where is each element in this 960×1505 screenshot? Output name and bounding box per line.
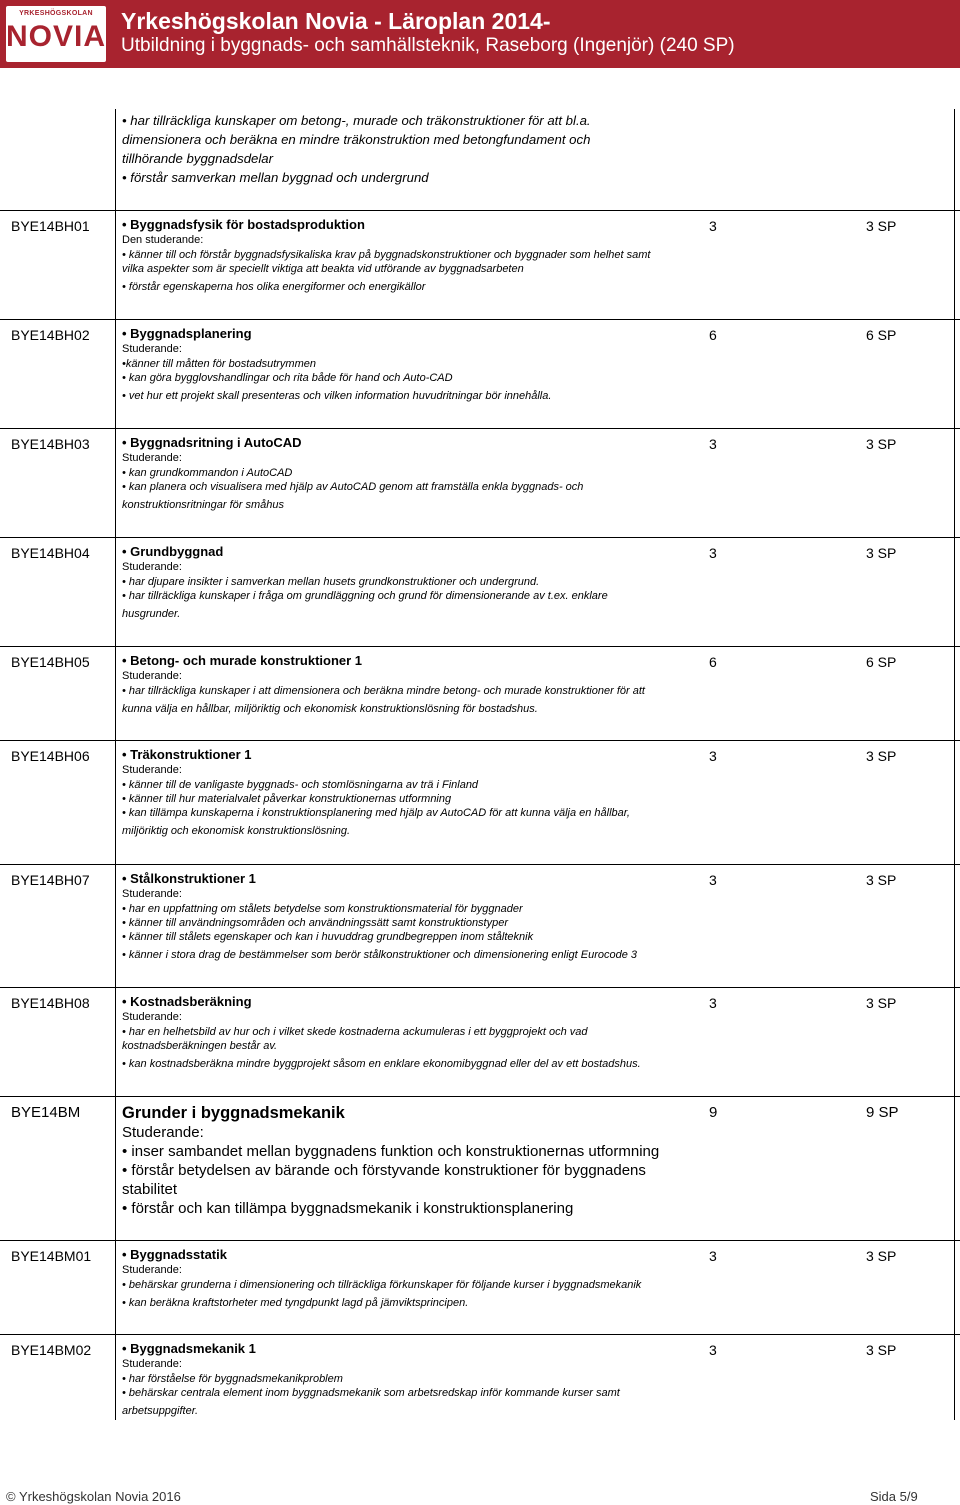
course-outcome-line: • har djupare insikter i samverkan mellan husets grundkonstruktioner och undergrund.: [122, 575, 540, 588]
course-sp: 3 SP: [866, 1342, 897, 1358]
logo-main-text: NOVIA: [6, 20, 107, 53]
course-outcome-line: • har tillräckliga kunskaper i att dimensionera och beräkna mindre betong- och murade konstruktioner för att: [122, 684, 645, 697]
course-code: BYE14BH03: [11, 436, 90, 452]
course-title: • Träkonstruktioner 1: [122, 747, 252, 762]
course-subheading: Studerande:: [122, 764, 182, 777]
row-divider: [0, 740, 960, 741]
course-content: [122, 654, 682, 716]
course-sp: 3 SP: [866, 436, 897, 452]
course-outcome-line: • behärskar centrala element inom byggnadsmekanik som arbetsredskap inför kommande kurser samt: [122, 1386, 620, 1399]
course-outcome-line: arbetsuppgifter.: [122, 1405, 199, 1418]
course-content: [122, 1342, 682, 1418]
course-code: BYE14BH05: [11, 654, 90, 670]
course-outcome-line: • känner till och förstår byggnadsfysikaliska krav på byggnadskonstruktioner och byggnader som helhet samt: [122, 248, 651, 261]
course-code: BYE14BH08: [11, 995, 90, 1011]
course-title: • Grundbyggnad: [122, 544, 224, 559]
course-code: BYE14BM01: [11, 1248, 92, 1264]
course-code: BYE14BH01: [11, 218, 90, 234]
course-title: • Byggnadsstatik: [122, 1247, 227, 1262]
logo-top-text: YRKESHÖGSKOLAN: [19, 10, 93, 17]
page-header: [0, 0, 960, 68]
course-sp: 3 SP: [866, 995, 897, 1011]
course-outcome-line: • har förståelse för byggnadsmekanikproblem: [122, 1372, 343, 1385]
course-outcome-line: • känner till de vanligaste byggnads- och stomlösningarna av trä i Finland: [122, 778, 479, 791]
course-title: • Byggnadsmekanik 1: [122, 1341, 256, 1356]
course-subheading: Studerande:: [122, 670, 182, 683]
course-code: BYE14BH06: [11, 748, 90, 764]
course-title: Grunder i byggnadsmekanik: [122, 1104, 345, 1122]
page-title: Yrkeshögskolan Novia - Läroplan 2014-: [121, 8, 551, 34]
table-divider-right: [954, 109, 955, 1420]
course-outcome-line: kunna välja en hållbar, miljöriktig och ekonomisk konstruktionslösning för bostadshus.: [122, 702, 538, 715]
course-sp: 3 SP: [866, 872, 897, 888]
intro-line: • förstår samverkan mellan byggnad och undergrund: [122, 170, 429, 185]
course-credits: 6: [709, 327, 717, 343]
course-outcome-line: • förstår egenskaperna hos olika energiformer och energikällor: [122, 281, 426, 294]
row-divider: [0, 1334, 960, 1335]
course-code: BYE14BH02: [11, 327, 90, 343]
course-outcome-line: • har tillräckliga kunskaper i fråga om grundläggning och grund för dimensionerande av t.ex. enklare: [122, 589, 608, 602]
course-subheading: Studerande:: [122, 888, 182, 901]
course-sp: 6 SP: [866, 327, 897, 343]
course-outcome-line: • känner i stora drag de bestämmelser som berör stålkonstruktioner och dimensionering enligt Eurocode 3: [122, 949, 638, 962]
row-divider: [0, 646, 960, 647]
course-subheading: Studerande:: [122, 452, 182, 465]
course-content: [122, 218, 682, 294]
intro-line: dimensionera och beräkna en mindre träkonstruktion med betongfundament och: [122, 132, 591, 147]
row-divider: [0, 864, 960, 865]
course-outcome-line: • har en uppfattning om stålets betydelse som konstruktionsmaterial för byggnader: [122, 902, 523, 915]
course-content: [122, 1104, 702, 1218]
course-title: • Byggnadsfysik för bostadsproduktion: [122, 217, 365, 232]
course-title: • Byggnadsplanering: [122, 326, 252, 341]
course-credits: 3: [709, 748, 717, 764]
course-credits: 3: [709, 872, 717, 888]
intro-text: [122, 111, 722, 187]
course-outcome-line: • har en helhetsbild av hur och i vilket skede kostnaderna ackumuleras i ett byggprojekt och vad: [122, 1025, 588, 1038]
course-content: [122, 545, 682, 621]
course-outcome-line: • kan kostnadsberäkna mindre byggprojekt såsom en enklare ekonomibyggnad eller del av ett bostadshus.: [122, 1058, 641, 1071]
course-subheading: Den studerande:: [122, 234, 204, 247]
course-credits: 9: [709, 1104, 718, 1121]
course-outcome-line: vilka aspekter som är speciellt viktiga att beakta vid utförande av byggnadsarbeten: [122, 262, 524, 275]
course-outcome-line: • kan planera och visualisera med hjälp av AutoCAD genom att framställa enkla byggnads- och: [122, 480, 584, 493]
row-divider: [0, 319, 960, 320]
course-credits: 3: [709, 995, 717, 1011]
course-outcome-line: • kan beräkna kraftstorheter med tyngdpunkt lagd på jämviktsprincipen.: [122, 1296, 469, 1309]
course-subheading: Studerande:: [122, 1264, 182, 1277]
course-code: BYE14BM02: [11, 1342, 92, 1358]
course-outcome-line: • förstår och kan tillämpa byggnadsmekanik i konstruktionsplanering: [122, 1200, 574, 1217]
course-outcome-line: • vet hur ett projekt skall presenteras och vilken information huvudritningar bör innehålla.: [122, 390, 552, 403]
course-credits: 3: [709, 545, 717, 561]
course-content: [122, 872, 682, 963]
course-subheading: Studerande:: [122, 1011, 182, 1024]
course-outcome-line: • inser sambandet mellan byggnadens funktion och konstruktionernas utformning: [122, 1143, 660, 1160]
course-sp: 3 SP: [866, 545, 897, 561]
row-divider: [0, 537, 960, 538]
course-code: BYE14BH04: [11, 545, 90, 561]
course-outcome-line: • känner till hur materialvalet påverkar konstruktionernas utformning: [122, 792, 452, 805]
course-outcome-line: • behärskar grunderna i dimensionering och tillräckliga förkunskaper för följande kurser i byggnadsmekanik: [122, 1278, 642, 1291]
row-divider: [0, 428, 960, 429]
course-content: [122, 436, 682, 512]
row-divider: [0, 1096, 960, 1097]
course-code: BYE14BM: [11, 1104, 81, 1121]
row-divider: [0, 1240, 960, 1241]
course-outcome-line: •känner till måtten för bostadsutrymmen: [122, 357, 316, 370]
row-divider: [0, 987, 960, 988]
course-outcome-line: • känner till stålets egenskaper och kan i huvuddrag grundbegreppen inom stålteknik: [122, 931, 534, 944]
page-subtitle: Utbildning i byggnads- och samhällsteknik, Raseborg (Ingenjör) (240 SP): [121, 35, 735, 56]
course-sp: 6 SP: [866, 654, 897, 670]
course-subheading: Studerande:: [122, 1124, 204, 1141]
table-divider-left: [115, 109, 116, 1420]
course-title: • Betong- och murade konstruktioner 1: [122, 653, 363, 668]
course-credits: 3: [709, 218, 717, 234]
course-outcome-line: • kan göra bygglovshandlingar och rita både för hand och Auto-CAD: [122, 371, 453, 384]
course-content: [122, 995, 682, 1071]
course-credits: 6: [709, 654, 717, 670]
course-subheading: Studerande:: [122, 561, 182, 574]
course-sp: 9 SP: [866, 1104, 899, 1121]
course-content: [122, 1248, 682, 1310]
course-outcome-line: • kan grundkommandon i AutoCAD: [122, 466, 293, 479]
course-title: • Stålkonstruktioner 1: [122, 871, 256, 886]
course-outcome-line: • känner till användningsområden och användningssätt samt konstruktionstyper: [122, 916, 509, 929]
course-credits: 3: [709, 1342, 717, 1358]
footer-page-number: Sida 5/9: [870, 1489, 918, 1504]
course-credits: 3: [709, 1248, 717, 1264]
course-title: • Byggnadsritning i AutoCAD: [122, 435, 302, 450]
course-outcome-line: kostnadsberäkningen består av.: [122, 1039, 278, 1052]
course-code: BYE14BH07: [11, 872, 90, 888]
row-divider: [0, 210, 960, 211]
course-content: [122, 748, 682, 839]
intro-line: • har tillräckliga kunskaper om betong-, murade och träkonstruktioner för att bl.a.: [122, 113, 591, 128]
course-outcome-line: konstruktionsritningar för småhus: [122, 499, 285, 512]
footer-copyright: © Yrkeshögskolan Novia 2016: [6, 1489, 181, 1504]
course-title: • Kostnadsberäkning: [122, 994, 252, 1009]
course-content: [122, 327, 682, 403]
intro-line: tillhörande byggnadsdelar: [122, 151, 274, 166]
novia-logo: [6, 6, 106, 62]
course-subheading: Studerande:: [122, 1358, 182, 1371]
course-outcome-line: stabilitet: [122, 1181, 178, 1198]
course-credits: 3: [709, 436, 717, 452]
course-outcome-line: • förstår betydelsen av bärande och förstyvande konstruktioner för byggnadens: [122, 1162, 646, 1179]
course-subheading: Studerande:: [122, 343, 182, 356]
course-sp: 3 SP: [866, 1248, 897, 1264]
course-outcome-line: miljöriktig och ekonomisk konstruktionslösning.: [122, 825, 351, 838]
course-outcome-line: husgrunder.: [122, 608, 181, 621]
course-sp: 3 SP: [866, 748, 897, 764]
course-outcome-line: • kan tillämpa kunskaperna i konstruktionsplanering med hjälp av AutoCAD för att kunna välja en hållbar,: [122, 807, 630, 820]
course-sp: 3 SP: [866, 218, 897, 234]
